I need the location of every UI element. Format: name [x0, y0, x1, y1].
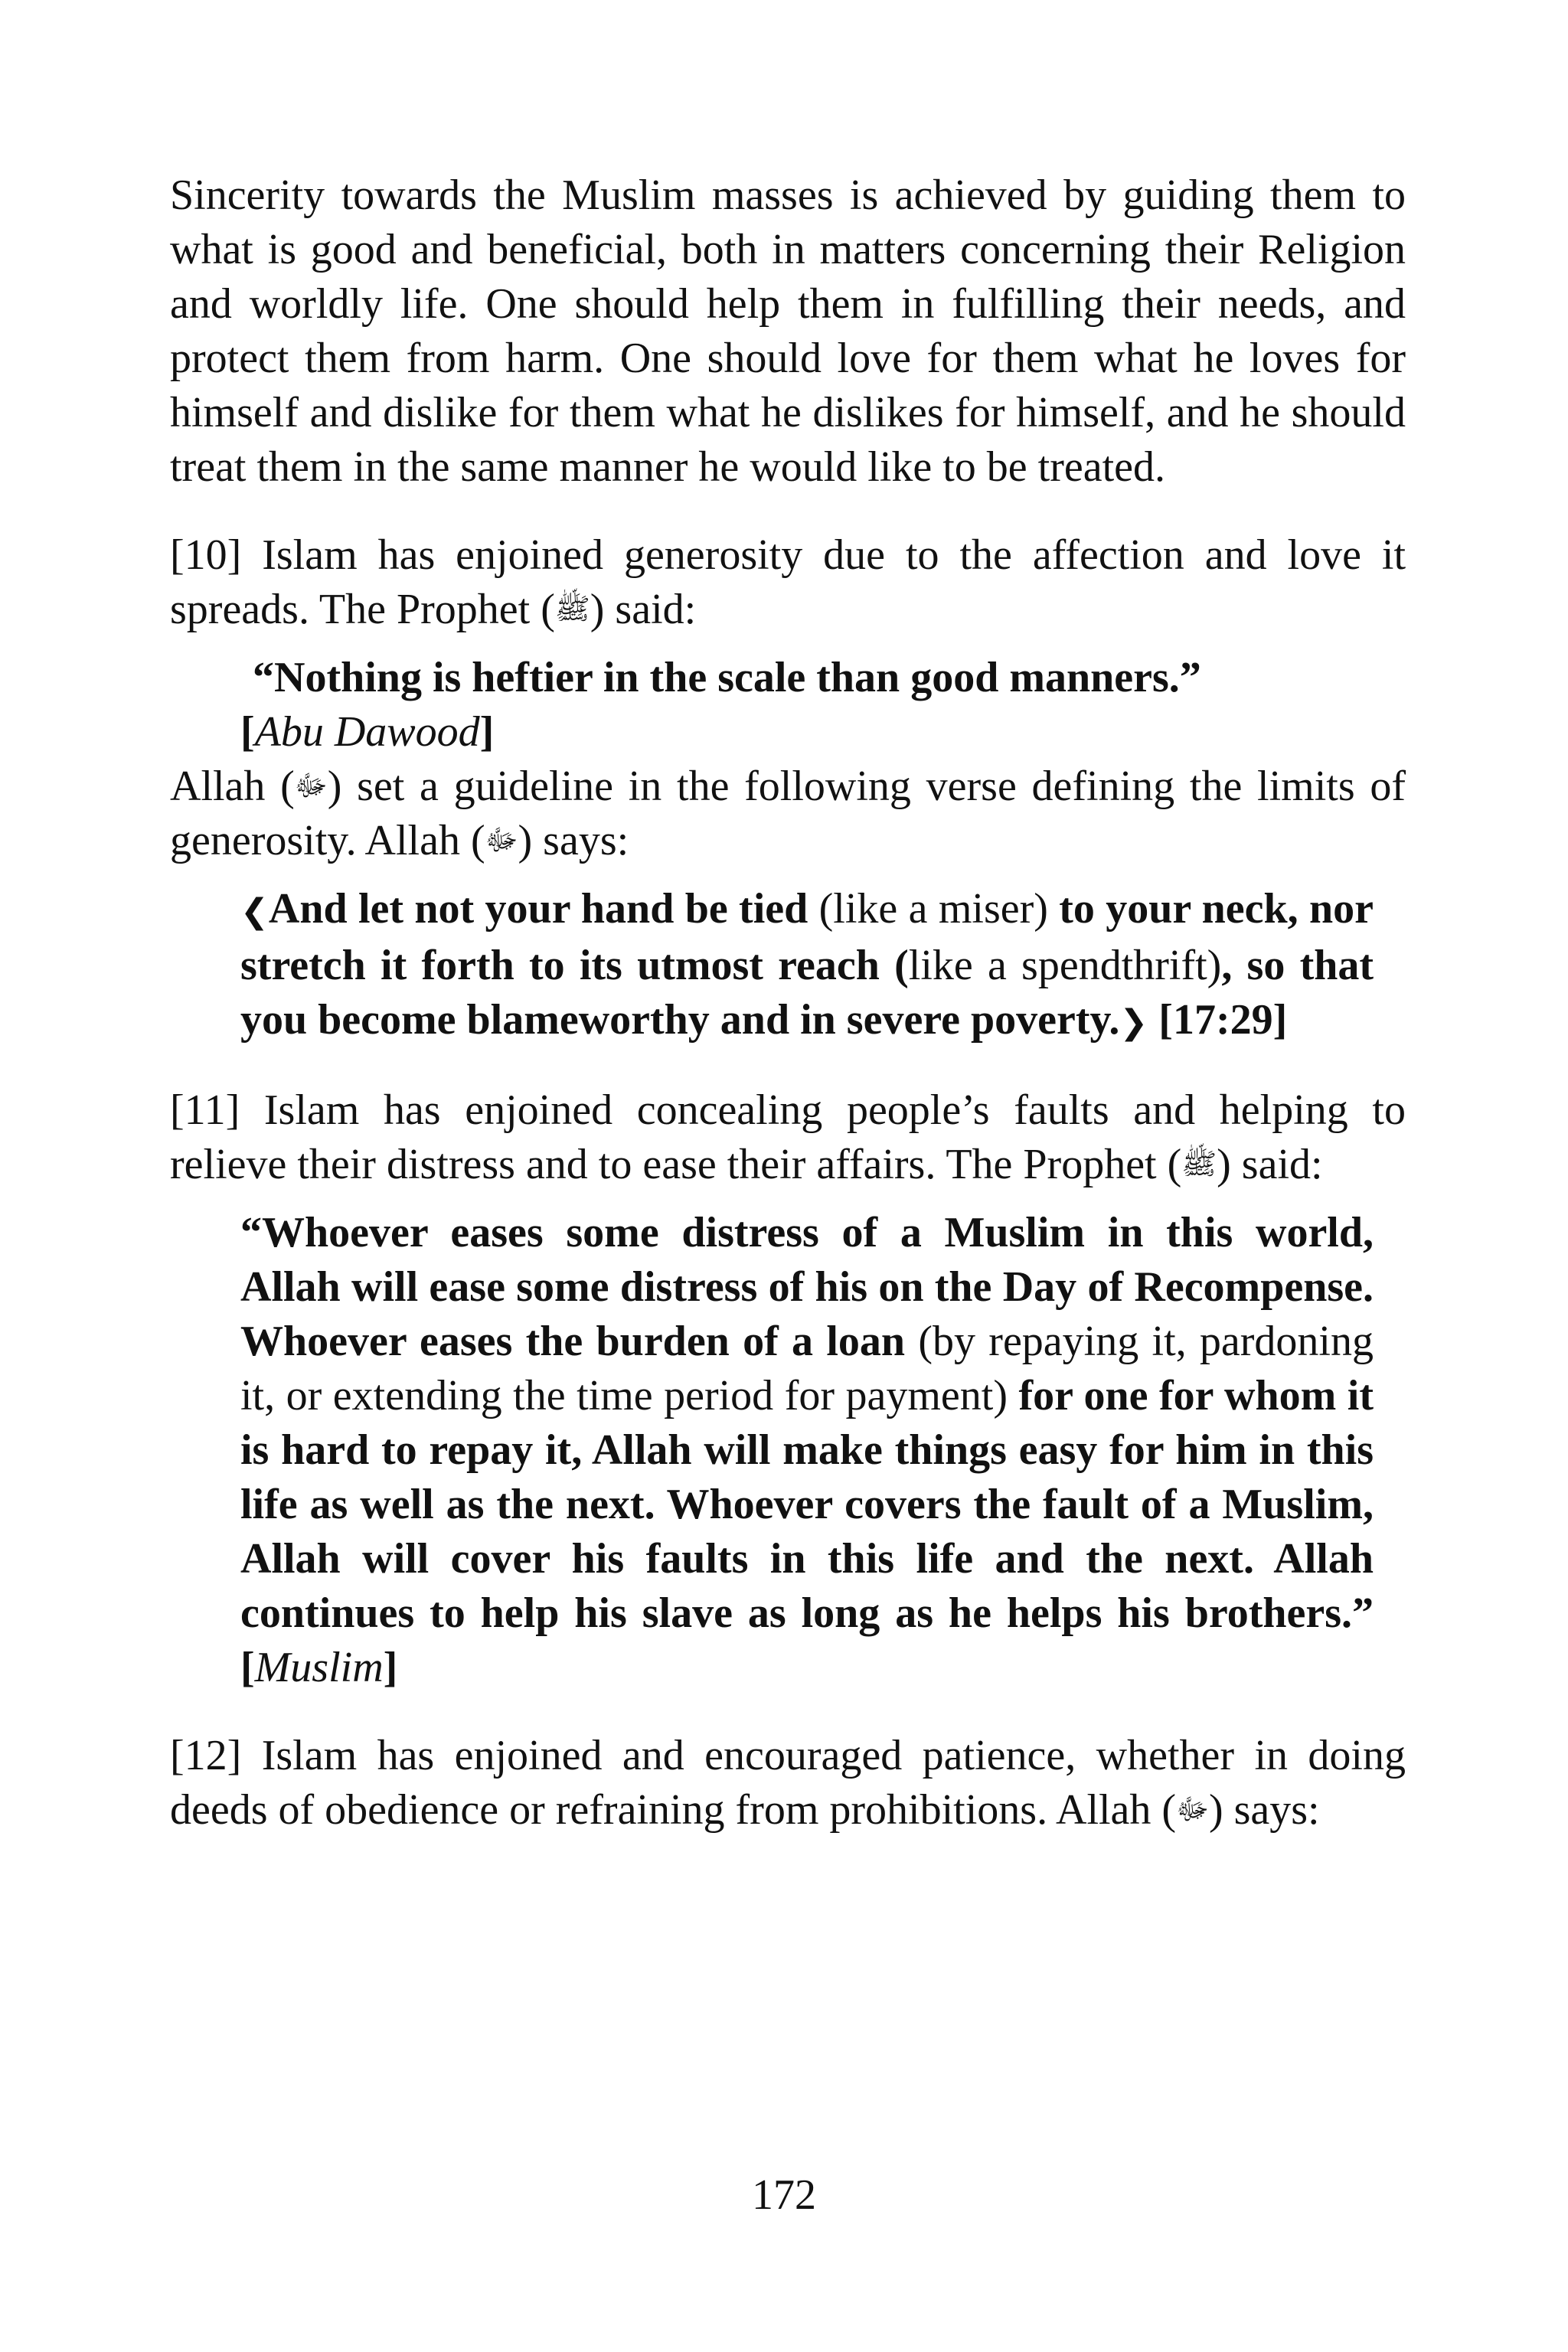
hadith-quote-10 — [240, 651, 1374, 760]
verse-normal-2: like a spendthrift) — [908, 942, 1222, 989]
verse-bold-2: to your neck, nor stretch it forth to its utmost reach ( — [240, 885, 1374, 989]
guideline-text-c: ) says: — [518, 817, 629, 864]
allah-honorific-icon: ﷻ — [294, 769, 328, 802]
paragraph-generosity-guideline — [170, 760, 1406, 868]
verse-open-bracket-icon: ❮ — [240, 892, 269, 931]
quran-verse-17-29 — [240, 882, 1374, 1050]
verse-bold-3: , so that you become blameworthy and in severe poverty. — [240, 942, 1374, 1044]
paragraph-sincerity: Sincerity towards the Muslim masses is achieved by guiding them to what is good and beneficial, both in matters concerning their Religion and worldly life. One should help them in fulfilling their needs, and protect them from harm. One should love for them what he loves for himself and dislike for them what he dislikes for himself, and he should treat them in the same manner he would like to be treated. — [170, 172, 1406, 491]
paragraph-11-text: [11] Islam has enjoined concealing people’s faults and helping to relieve their distress and to ease their affairs. The Prophet ( — [170, 1086, 1406, 1188]
page-body — [170, 168, 1406, 1838]
hadith-11-bold-1: “Whoever eases some distress of a Muslim in this world, Allah will ease some distress of his on the Day of Recompense. Whoever eases the burden of a loan — [240, 1209, 1374, 1365]
allah-honorific-icon: ﷻ — [485, 823, 518, 857]
guideline-text-b: ) set a guideline in the following verse defining the limits of generosity. Allah ( — [170, 763, 1406, 864]
verse-close-bracket-icon: ❯ — [1119, 1003, 1148, 1042]
hadith-11-normal-1: (by repaying it, pardoning it, or extending the time period for payment) — [240, 1318, 1374, 1419]
guideline-text-a: Allah ( — [170, 763, 295, 810]
hadith-11-source: Muslim — [254, 1644, 384, 1691]
paragraph-10-text: [10] Islam has enjoined generosity due to the affection and love it spreads. The Prophet ( — [170, 531, 1406, 633]
prophet-honorific-icon: ﷺ — [554, 592, 590, 626]
paragraph-11 — [170, 1083, 1406, 1192]
verse-normal-1: (like a miser) — [808, 885, 1060, 933]
hadith-10-source-close: ] — [479, 708, 495, 756]
hadith-11-source-close: ] — [383, 1644, 398, 1691]
verse-bold-1: And let not your hand be tied — [268, 885, 808, 933]
paragraph-10-end: ) said: — [590, 586, 697, 633]
paragraph-12 — [170, 1729, 1406, 1838]
prophet-honorific-icon: ﷺ — [1181, 1147, 1217, 1181]
verse-reference: [17:29] — [1148, 996, 1288, 1044]
paragraph-10 — [170, 528, 1406, 637]
paragraph-12-end: ) says: — [1208, 1786, 1320, 1834]
hadith-10-source-open: [ — [240, 708, 255, 756]
hadith-quote-11 — [240, 1206, 1374, 1695]
allah-honorific-icon: ﷻ — [1176, 1792, 1209, 1826]
hadith-11-bold-2: for one for whom it is hard to repay it, Allah will make things easy for him in this life as well as the next. Whoever covers the fault of a Muslim, Allah will cover his faults in this life and the next. Allah continues to help his slave as long as he helps his brothers.” [ — [240, 1372, 1374, 1691]
paragraph-12-text: [12] Islam has enjoined and encouraged patience, whether in doing deeds of obedience or refraining from prohibitions. Allah ( — [170, 1732, 1406, 1834]
paragraph-11-end: ) said: — [1217, 1141, 1323, 1188]
hadith-quote-10-text: “Nothing is heftier in the scale than good manners.” — [253, 654, 1201, 701]
page-number: 172 — [752, 2171, 816, 2219]
hadith-10-source: Abu Dawood — [254, 708, 480, 756]
